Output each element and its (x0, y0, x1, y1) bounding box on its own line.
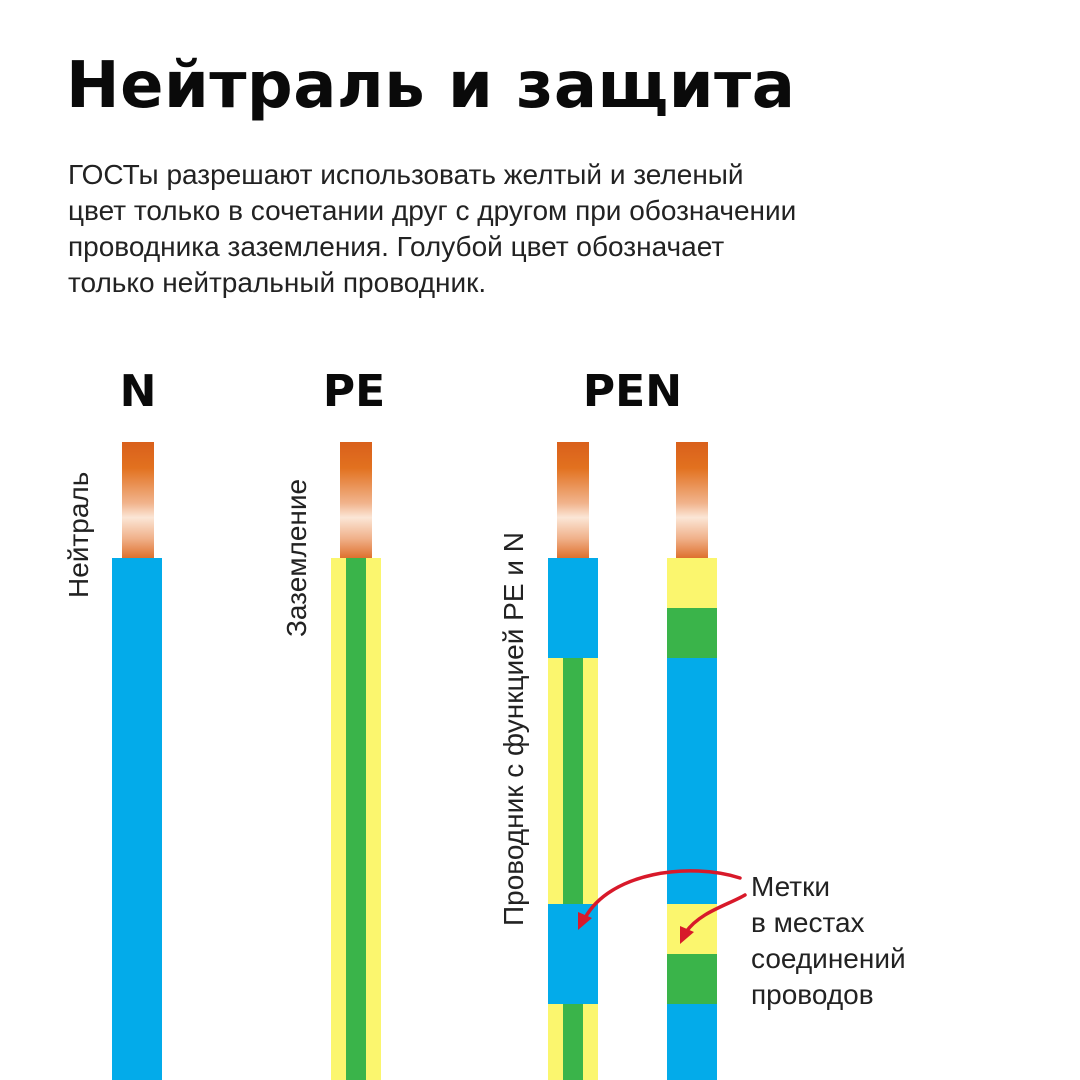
wire-pen-label: Проводник с функцией PE и N (498, 532, 529, 926)
wire-pen-heading: PEN (582, 366, 683, 417)
marks-label-line: Метки (751, 871, 830, 902)
arrow-to-pen-2-mark (686, 895, 745, 932)
wire-pe-label: Заземление (281, 478, 312, 637)
marks-label (751, 869, 906, 1013)
marks-label-line: в местах (751, 907, 865, 938)
page-title: Нейтраль и защита (66, 49, 796, 123)
intro-line: ГОСТы разрешают использовать желтый и зеленый (68, 159, 744, 190)
marks-label-line: проводов (751, 979, 874, 1010)
wire-n-heading: N (119, 366, 157, 417)
wire-pe-heading: PE (322, 366, 386, 417)
intro-line: цвет только в сочетании друг с другом при обозначении (68, 195, 797, 226)
intro-line: проводника заземления. Голубой цвет обозначает (68, 231, 725, 262)
wire-n-label: Нейтраль (63, 471, 94, 598)
intro-line: только нейтральный проводник. (68, 267, 487, 298)
marks-label-line: соединений (751, 943, 906, 974)
arrow-to-pen-1-mark (585, 871, 740, 918)
